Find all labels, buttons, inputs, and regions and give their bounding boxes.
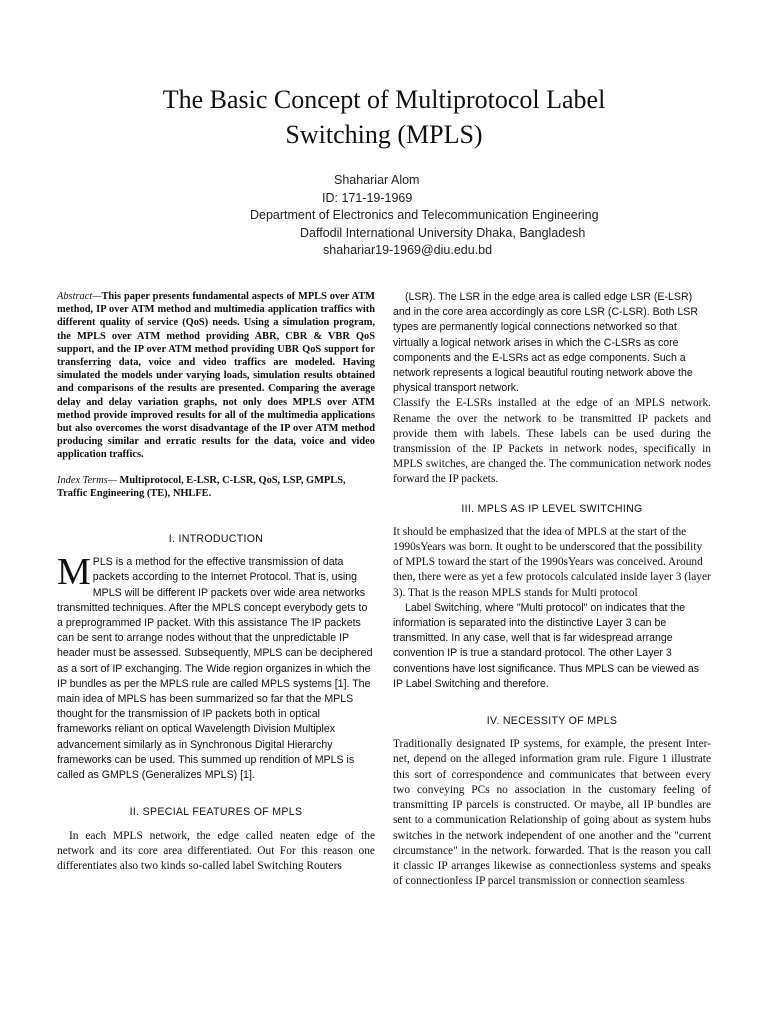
title-line-2: Switching (MPLS) xyxy=(285,120,483,149)
index-terms xyxy=(57,474,375,500)
abstract-text: This paper presents fundamental aspects of MPLS over ATM method, IP over ATM method and multimedia application traffics with different quality of service (QoS) needs. Using a simulation program, the MPLS over ATM method providing ABR, CBR & VBR QoS support, and the IP over ATM method providing UBR QoS support for transferring data, voice and video traffics are modeled. Having simulated the models under varying loads, simulation results obtained and comparisons of the results are presented. Comparing the average delay and delay variation graphs, not only does MPLS over ATM method provide improved results for all of the multimedia applications but also overcomes the worst disadvantage of the IP over ATM method producing similar and erratic results for the data, voice and video application traffics. xyxy=(57,291,375,461)
ip-level-paragraph-1: It should be emphasized that the idea of MPLS at the start of the 1990sYears was born. It ought to be underscored that the possibility of MPLS toward the start of the 1990sYears was conceived. Around then, there were as yet a few protocols calculated inside layer 3 (layer 3). That is the reason MPLS stands for Multi protocol xyxy=(393,525,711,599)
ip-level-paragraph-2: Label Switching, where "Multi protocol" on indicates that the information is separated into the distinctive Layer 3 can be transmitted. In any case, well that is far widespread arrange convention IP is true a standard protocol. The other Layer 3 conventions have lost significance. Thus MPLS can be viewed as IP Label Switching and therefore. xyxy=(393,601,700,690)
section-heading-introduction: I. INTRODUCTION xyxy=(168,533,264,546)
section-heading-necessity: IV. NECESSITY OF MPLS xyxy=(486,715,618,728)
author-email: shahariar19-1969@diu.edu.bd xyxy=(323,243,493,257)
section-heading-ip-level: III. MPLS AS IP LEVEL SWITCHING xyxy=(461,502,643,515)
abstract xyxy=(57,290,375,462)
right-column xyxy=(393,290,711,889)
author-department: Department of Electronics and Telecommunication Engineering xyxy=(250,208,599,222)
lsr-paragraph: (LSR). The LSR in the edge area is called edge LSR (E-LSR) and in the core area accordingly as core LSR (C-LSR). Both LSR types are permanently logical connections networked so that virtually a logical network arises in which the C-LSRs as core components and the E-LSRs act as edge components. Such a network represents a logical beautiful routing network above the physical transport network. xyxy=(393,291,699,395)
author-id: ID: 171-19-1969 xyxy=(322,190,413,205)
author-block xyxy=(0,172,768,260)
necessity-paragraph: Traditionally designated IP systems, for example, the present Inter-net, depend on the alleged information gram rule. Figure 1 illustrate this sort of correspondence and communicates that between every two conveying PCs no association in the customary feeling of transmitting IP parcels is constructed. Or maybe, all IP bundles are sent to a communication Relationship of going about as system hubs switches in the network independent of one another and the "current circumstance" in the network. forwarded. That is the reason you call it classic IP arranges likewise as connectionless systems and speaks of connectionless IP parcel transmission or connection seamless xyxy=(393,738,711,888)
drop-cap: M xyxy=(57,551,91,594)
index-terms-text: Multiprotocol, E-LSR, C-LSR, QoS, LSP, GMPLS, Traffic Engineering (TE), NHLFE. xyxy=(57,474,346,499)
index-terms-lead: Index Terms— xyxy=(57,474,120,486)
author-name: Shahariar Alom xyxy=(334,173,420,187)
introduction-text: PLS is a method for the effective transmission of data packets according to the Internet Protocol. That is, using MPLS will be different IP packets over wide area networks transmitted techniques. After the MPLS concept everybody gets to a preprogrammed IP packet. With this assistance The IP packets can be sent to arrange nodes without that the unpredictable IP header must be assessed. Subsequently, MPLS can be deciphered as a sort of IP exchanging. The Wide region organizes in which the IP bundles as per the MPLS rule are called MPLS systems [1]. The main idea of MPLS has been summarized so far that the MPLS thought for the transmission of IP packets both in optical frameworks reliant on optical Wavelength Division Multiplex advancement similarly as in Synchronous Digital Hierarchy frameworks can be used. This summed up rendition of MPLS is called as GMPLS (Generalizes MPLS) [1]. xyxy=(57,556,373,782)
left-column xyxy=(57,290,375,874)
special-features-paragraph: In each MPLS network, the edge called neaten edge of the network and its core area differentiated. Out For this reason one differentiates also two kinds so-called label Switching Routers xyxy=(57,829,375,872)
section-heading-special-features: II. SPECIAL FEATURES OF MPLS xyxy=(129,806,303,819)
abstract-lead: Abstract— xyxy=(57,291,102,302)
title-line-1: The Basic Concept of Multiprotocol Label xyxy=(162,85,606,114)
classify-paragraph: Classify the E-LSRs installed at the edge of an MPLS network. Rename the over the network to be transmitted IP packets and provide them with labels. These labels can be used during the transmission of the IP Packets in network nodes, specifically in MPLS switches, are changed the. The communication network nodes forward the IP packets. xyxy=(393,397,711,486)
author-university: Daffodil International University Dhaka, Bangladesh xyxy=(300,225,586,240)
paper-title xyxy=(0,82,768,152)
introduction-paragraph xyxy=(57,551,375,783)
